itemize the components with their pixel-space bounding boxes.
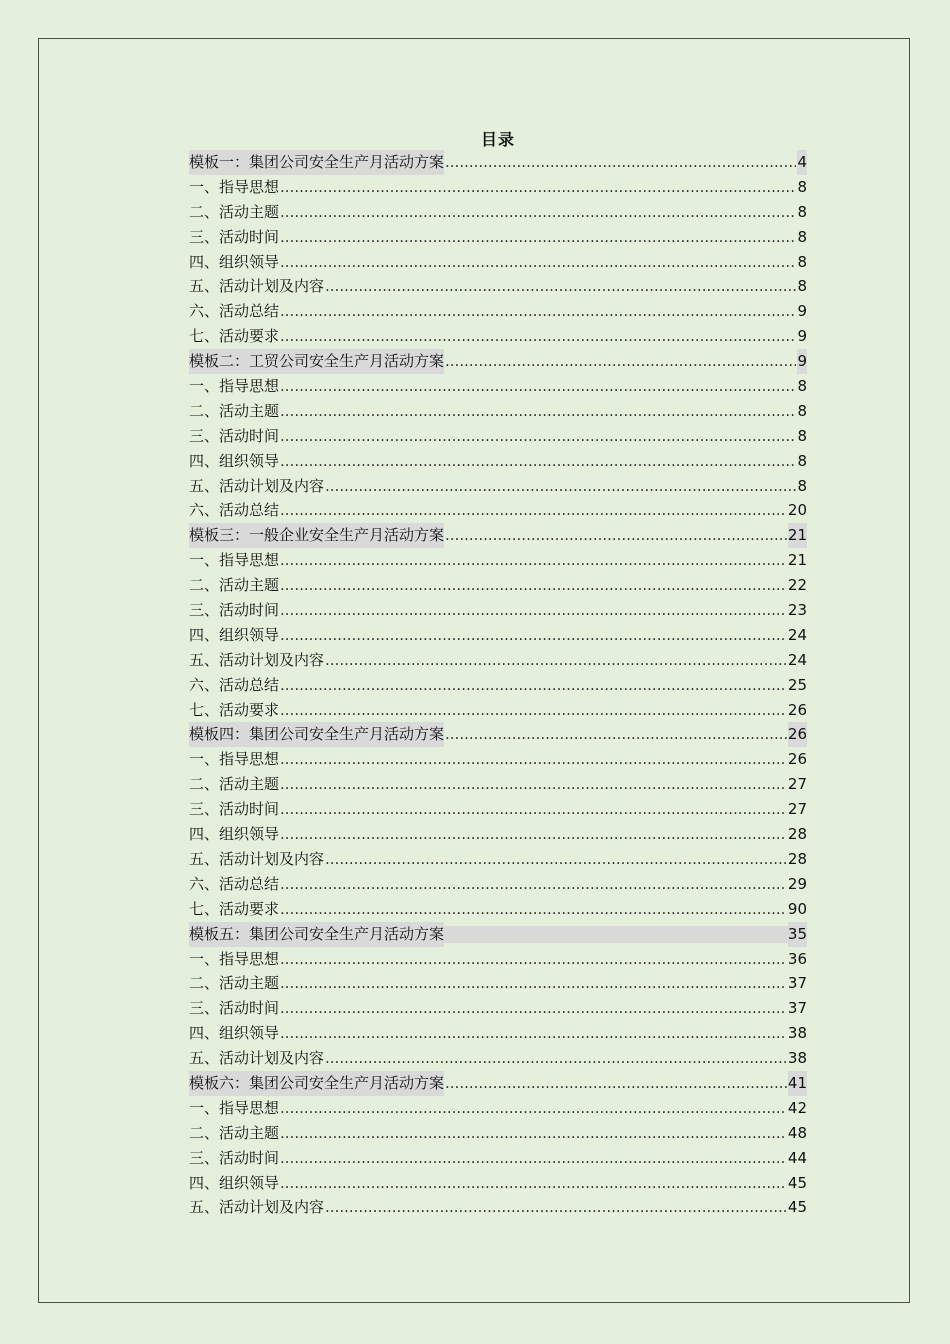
toc-dot-leader <box>280 250 796 275</box>
toc-entry-label: 五、活动计划及内容 <box>189 650 325 669</box>
toc-dot-leader <box>280 822 787 847</box>
toc-page-number: 35 <box>788 922 807 947</box>
toc-entry[interactable] <box>189 399 807 424</box>
toc-page-number: 45 <box>787 1198 807 1217</box>
toc-page-number: 26 <box>787 750 807 769</box>
toc-page-number: 8 <box>797 451 807 470</box>
toc-dot-leader <box>445 1071 787 1096</box>
toc-entry[interactable] <box>189 250 807 275</box>
toc-page-number: 25 <box>787 675 807 694</box>
toc-dot-leader <box>325 1046 787 1071</box>
toc-entry-label: 模板四：集团公司安全生产月活动方案 <box>189 722 444 747</box>
toc-page-number: 28 <box>787 849 807 868</box>
toc-page-number: 27 <box>787 775 807 794</box>
toc-entry-label: 模板六：集团公司安全生产月活动方案 <box>189 1071 444 1096</box>
toc-page-number: 90 <box>787 899 807 918</box>
toc-entry[interactable] <box>189 747 807 772</box>
toc-entry-label: 二、活动主题 <box>189 974 280 993</box>
toc-page-number: 8 <box>797 177 807 196</box>
toc-entry-label: 一、指导思想 <box>189 1098 280 1117</box>
toc-dot-leader <box>445 150 796 175</box>
toc-dot-leader <box>280 1021 787 1046</box>
toc-page-number: 9 <box>797 302 807 321</box>
toc-page-number: 21 <box>787 551 807 570</box>
toc-title: 目录 <box>480 130 515 149</box>
toc-section-entry[interactable] <box>189 722 807 747</box>
toc-dot-leader <box>280 1171 787 1196</box>
toc-entry[interactable] <box>189 1171 807 1196</box>
toc-entry[interactable] <box>189 996 807 1021</box>
table-of-contents <box>189 150 807 1220</box>
toc-dot-leader <box>280 747 787 772</box>
toc-entry[interactable] <box>189 947 807 972</box>
toc-entry-label: 五、活动计划及内容 <box>189 1049 325 1068</box>
toc-entry[interactable] <box>189 498 807 523</box>
toc-page-number: 37 <box>787 999 807 1018</box>
toc-page-number: 9 <box>797 349 807 374</box>
toc-dot-leader <box>280 399 796 424</box>
toc-dot-leader <box>280 947 787 972</box>
toc-entry[interactable] <box>189 299 807 324</box>
toc-entry-label: 三、活动时间 <box>189 227 280 246</box>
toc-entry-label: 二、活动主题 <box>189 202 280 221</box>
toc-entry-label: 一、指导思想 <box>189 177 280 196</box>
toc-page-number: 48 <box>787 1123 807 1142</box>
toc-entry[interactable] <box>189 474 807 499</box>
toc-section-entry[interactable] <box>189 349 807 374</box>
toc-dot-leader <box>325 1195 787 1220</box>
toc-dot-leader <box>280 374 796 399</box>
toc-section-entry[interactable] <box>189 523 807 548</box>
toc-dot-leader <box>280 324 796 349</box>
toc-page-number: 29 <box>787 874 807 893</box>
toc-entry[interactable] <box>189 1046 807 1071</box>
toc-page-number: 20 <box>787 501 807 520</box>
toc-dot-leader <box>325 274 796 299</box>
toc-entry-label: 七、活动要求 <box>189 899 280 918</box>
toc-section-entry[interactable] <box>189 1071 807 1096</box>
toc-entry[interactable] <box>189 1096 807 1121</box>
toc-dot-leader <box>280 200 796 225</box>
toc-entry-label: 七、活动要求 <box>189 700 280 719</box>
toc-dot-leader <box>280 573 787 598</box>
toc-dot-leader <box>280 623 787 648</box>
toc-entry-label: 四、组织领导 <box>189 1173 280 1192</box>
toc-section-entry[interactable] <box>189 922 807 947</box>
toc-page-number: 41 <box>788 1071 807 1096</box>
toc-page-number: 8 <box>797 252 807 271</box>
toc-page-number: 8 <box>797 476 807 495</box>
toc-entry[interactable] <box>189 324 807 349</box>
toc-entry-label: 三、活动时间 <box>189 999 280 1018</box>
toc-entry[interactable] <box>189 772 807 797</box>
toc-entry-label: 模板二：工贸公司安全生产月活动方案 <box>189 349 444 374</box>
toc-dot-leader <box>280 772 787 797</box>
toc-dot-leader <box>325 847 787 872</box>
toc-entry-label: 一、指导思想 <box>189 377 280 396</box>
toc-page-number: 8 <box>797 202 807 221</box>
toc-entry-label: 三、活动时间 <box>189 1148 280 1167</box>
toc-dot-leader <box>445 523 787 548</box>
toc-page-number: 24 <box>787 625 807 644</box>
toc-entry[interactable] <box>189 872 807 897</box>
toc-entry-label: 五、活动计划及内容 <box>189 277 325 296</box>
toc-entry[interactable] <box>189 548 807 573</box>
toc-entry[interactable] <box>189 1195 807 1220</box>
toc-entry[interactable] <box>189 1146 807 1171</box>
toc-dot-leader <box>444 926 788 943</box>
toc-entry[interactable] <box>189 1121 807 1146</box>
toc-entry-label: 三、活动时间 <box>189 426 280 445</box>
toc-entry-label: 二、活动主题 <box>189 576 280 595</box>
toc-entry[interactable] <box>189 424 807 449</box>
toc-entry[interactable] <box>189 797 807 822</box>
toc-entry[interactable] <box>189 449 807 474</box>
toc-entry-label: 一、指导思想 <box>189 750 280 769</box>
toc-entry-label: 四、组织领导 <box>189 1024 280 1043</box>
toc-dot-leader <box>280 548 787 573</box>
toc-dot-leader <box>280 1146 787 1171</box>
toc-entry[interactable] <box>189 673 807 698</box>
toc-entry-label: 四、组织领导 <box>189 451 280 470</box>
toc-entry-label: 六、活动总结 <box>189 501 280 520</box>
toc-entry-label: 五、活动计划及内容 <box>189 1198 325 1217</box>
toc-entry-label: 七、活动要求 <box>189 327 280 346</box>
toc-entry[interactable] <box>189 822 807 847</box>
toc-entry-label: 五、活动计划及内容 <box>189 849 325 868</box>
toc-dot-leader <box>325 648 787 673</box>
toc-page-number: 9 <box>797 327 807 346</box>
toc-page-number: 27 <box>787 800 807 819</box>
toc-dot-leader <box>280 424 796 449</box>
toc-dot-leader <box>325 474 796 499</box>
toc-page-number: 8 <box>797 377 807 396</box>
toc-entry-label: 六、活动总结 <box>189 302 280 321</box>
toc-page-number: 38 <box>787 1049 807 1068</box>
toc-entry-label: 四、组织领导 <box>189 252 280 271</box>
toc-entry-label: 一、指导思想 <box>189 949 280 968</box>
toc-entry[interactable] <box>189 847 807 872</box>
toc-page-number: 24 <box>787 650 807 669</box>
toc-entry[interactable] <box>189 374 807 399</box>
toc-page-number: 45 <box>787 1173 807 1192</box>
toc-entry[interactable] <box>189 225 807 250</box>
toc-page-number: 44 <box>787 1148 807 1167</box>
toc-dot-leader <box>280 175 796 200</box>
toc-dot-leader <box>280 1121 787 1146</box>
toc-page-number: 22 <box>787 576 807 595</box>
toc-entry[interactable] <box>189 598 807 623</box>
toc-page-number: 26 <box>788 722 807 747</box>
toc-page-number: 21 <box>788 523 807 548</box>
toc-page-number: 37 <box>787 974 807 993</box>
toc-section-entry[interactable] <box>189 150 807 175</box>
toc-entry[interactable] <box>189 573 807 598</box>
toc-dot-leader <box>280 673 787 698</box>
toc-page-number: 8 <box>797 277 807 296</box>
toc-page-number: 38 <box>787 1024 807 1043</box>
toc-entry[interactable] <box>189 971 807 996</box>
toc-page-number: 8 <box>797 426 807 445</box>
toc-dot-leader <box>280 449 796 474</box>
toc-entry[interactable] <box>189 274 807 299</box>
toc-entry-label: 模板一：集团公司安全生产月活动方案 <box>189 150 444 175</box>
toc-entry[interactable] <box>189 200 807 225</box>
toc-entry-label: 一、指导思想 <box>189 551 280 570</box>
toc-dot-leader <box>280 872 787 897</box>
toc-dot-leader <box>280 797 787 822</box>
toc-entry-label: 三、活动时间 <box>189 800 280 819</box>
toc-entry-label: 二、活动主题 <box>189 401 280 420</box>
toc-page-number: 8 <box>797 401 807 420</box>
toc-entry-label: 模板三：一般企业安全生产月活动方案 <box>189 523 444 548</box>
toc-entry-label: 六、活动总结 <box>189 874 280 893</box>
toc-entry-label: 二、活动主题 <box>189 1123 280 1142</box>
toc-page-number: 42 <box>787 1098 807 1117</box>
toc-dot-leader <box>280 225 796 250</box>
toc-entry[interactable] <box>189 648 807 673</box>
toc-dot-leader <box>280 498 787 523</box>
toc-dot-leader <box>280 1096 787 1121</box>
toc-page-number: 26 <box>787 700 807 719</box>
toc-dot-leader <box>280 897 787 922</box>
toc-dot-leader <box>445 349 796 374</box>
toc-page-number: 4 <box>797 150 807 175</box>
toc-entry[interactable] <box>189 1021 807 1046</box>
toc-dot-leader <box>280 598 787 623</box>
toc-page-number: 36 <box>787 949 807 968</box>
toc-entry[interactable] <box>189 698 807 723</box>
toc-dot-leader <box>280 698 787 723</box>
toc-entry[interactable] <box>189 623 807 648</box>
toc-entry-label: 五、活动计划及内容 <box>189 476 325 495</box>
toc-entry-label: 模板五：集团公司安全生产月活动方案 <box>189 922 444 947</box>
toc-entry-label: 二、活动主题 <box>189 775 280 794</box>
toc-dot-leader <box>280 996 787 1021</box>
toc-page-number: 23 <box>787 601 807 620</box>
toc-entry-label: 四、组织领导 <box>189 825 280 844</box>
toc-entry-label: 三、活动时间 <box>189 601 280 620</box>
toc-entry-label: 六、活动总结 <box>189 675 280 694</box>
toc-dot-leader <box>445 722 787 747</box>
toc-entry[interactable] <box>189 175 807 200</box>
toc-page-number: 8 <box>797 227 807 246</box>
toc-dot-leader <box>280 971 787 996</box>
toc-dot-leader <box>280 299 796 324</box>
toc-entry-label: 四、组织领导 <box>189 625 280 644</box>
toc-page-number: 28 <box>787 825 807 844</box>
toc-entry[interactable] <box>189 897 807 922</box>
